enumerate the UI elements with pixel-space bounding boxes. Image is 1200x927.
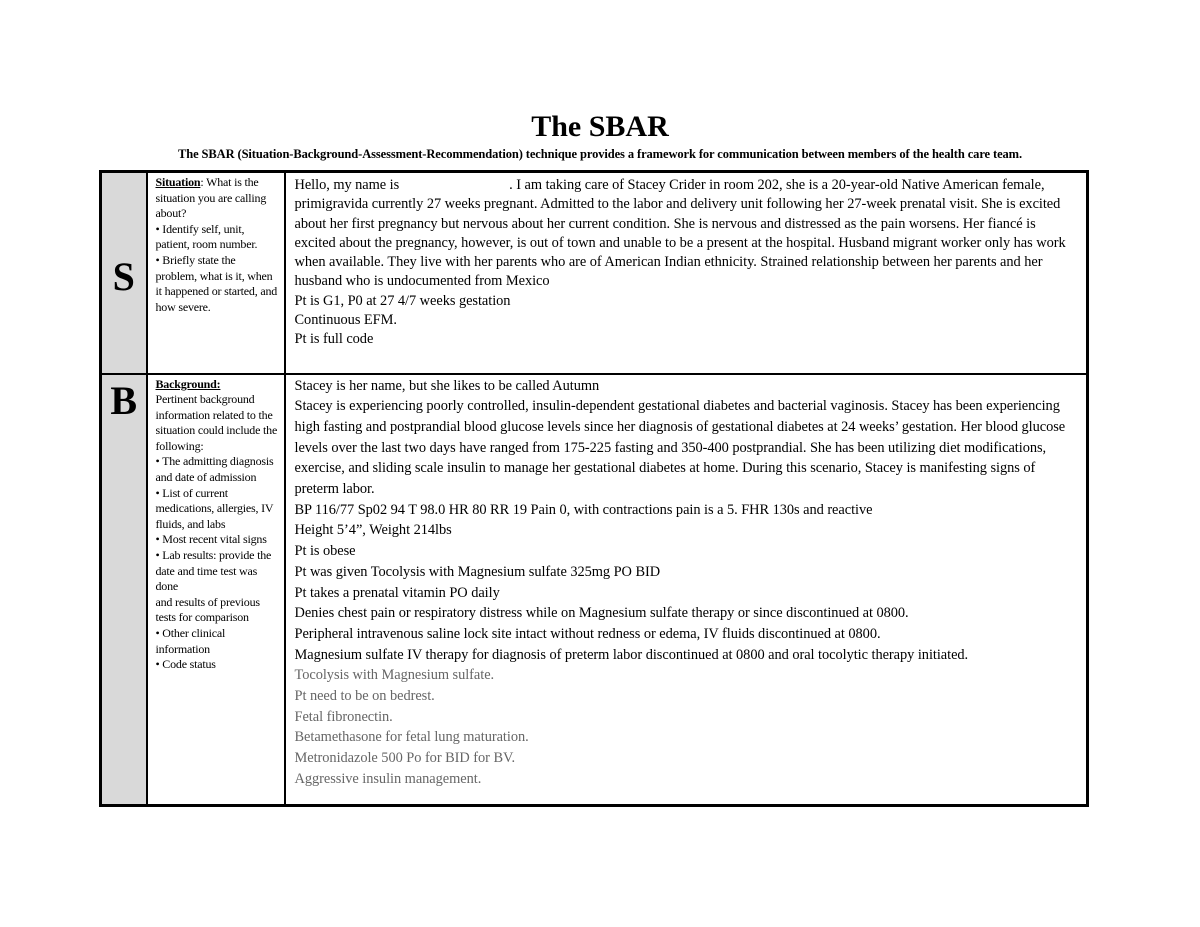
content-line: Pt is full code xyxy=(294,331,374,348)
background-guide-head: Background: xyxy=(155,376,221,391)
background-letter-cell xyxy=(101,374,147,806)
content-line: Continuous EFM. xyxy=(294,312,397,329)
content-line: Peripheral intravenous saline lock site intact without redness or edema, IV fluids discontinued at 0800. xyxy=(294,625,881,642)
background-content xyxy=(286,375,1087,792)
background-guide xyxy=(148,375,284,675)
gray-content-line: Fetal fibronectin. xyxy=(294,708,393,725)
content-line: Stacey is her name, but she likes to be called Autumn xyxy=(294,377,600,394)
situation-intro-after: . I am taking care of Stacey Crider in room 202, she is a 20-year-old Native American female, primigravida currently 27 weeks pregnant. Admitted to the labor and delivery unit following her 27-week prenatal visit. She is excited about her first pregnancy but nervous about her current condition. She is nervous and distressed as the pain worsens. Her fiancé is excited about the pregnancy, however, is out of town and unable to be a present at the hospital. Husband migrant worker only has work when available. They live with her parents who are of American Indian ethnicity. Strained relationship between her parents and her husband who is undocumented from Mexico xyxy=(294,177,1066,290)
situation-guide-cell xyxy=(147,172,285,374)
gray-content-line: Betamethasone for fetal lung maturation. xyxy=(294,729,529,746)
gray-content-line: Tocolysis with Magnesium sulfate. xyxy=(294,667,495,684)
guide-item: • Most recent vital signs xyxy=(155,532,267,547)
guide-item: • Lab results: provide the date and time test was done xyxy=(155,548,272,594)
guide-item: • Other clinical information xyxy=(155,626,226,656)
content-line: Pt was given Tocolysis with Magnesium sulfate 325mg PO BID xyxy=(294,563,661,580)
situation-intro-before: Hello, my name is xyxy=(294,177,400,193)
content-line: Denies chest pain or respiratory distress while on Magnesium sulfate therapy or since discontinued at 0800. xyxy=(294,605,909,622)
background-letter: B xyxy=(110,377,138,423)
content-line: Magnesium sulfate IV therapy for diagnosis of preterm labor discontinued at 0800 and oral tocolytic therapy initiated. xyxy=(294,646,969,663)
situation-content-cell xyxy=(285,172,1088,374)
page-title: The SBAR xyxy=(531,110,669,143)
situation-letter: S xyxy=(112,254,135,299)
guide-item: Pertinent background information related to the situation could include the following: xyxy=(155,392,278,453)
content-line: Pt is obese xyxy=(294,543,356,560)
situation-letter-cell xyxy=(101,172,147,374)
guide-item: and results of previous tests for comparison xyxy=(155,594,260,625)
page-subtitle: The SBAR (Situation-Background-Assessment-Recommendation) technique provides a framework for communication between members of the health care team. xyxy=(177,147,1023,161)
gray-content-line: Metronidazole 500 Po for BID for BV. xyxy=(294,750,516,767)
guide-item: • Code status xyxy=(155,657,216,672)
content-line: Pt takes a prenatal vitamin PO daily xyxy=(294,584,500,601)
gray-content-line: Aggressive insulin management. xyxy=(294,770,482,787)
situation-guide xyxy=(148,173,284,317)
guide-item: • The admitting diagnosis and date of admission xyxy=(155,454,274,485)
content-line: Pt is G1, P0 at 27 4/7 weeks gestation xyxy=(294,292,511,309)
guide-item: • Briefly state the problem, what is it, when it happened or started, and how severe. xyxy=(155,252,278,314)
guide-item: • Identify self, unit, patient, room number. xyxy=(155,221,258,252)
background-row xyxy=(101,374,1088,806)
gray-content-line: Pt need to be on bedrest. xyxy=(294,688,435,705)
content-line: Height 5’4”, Weight 214lbs xyxy=(294,522,452,539)
background-content-cell xyxy=(285,374,1088,806)
content-line: Stacey is experiencing poorly controlled, insulin-dependent gestational diabetes and bacterial vaginosis. Stacey has been experiencing high fasting and postprandial blood glucose levels since her diagnosis of gestational diabetes at 24 weeks’ gestation. Her blood glucose levels over the last two days have ranged from 175-225 fasting and 350-400 postprandial. She has been utilizing diet modifications, exercise, and sliding scale insulin to manage her gestational diabetes at home. During this scenario, Stacey is manifesting signs of preterm labor. xyxy=(294,398,1066,498)
sbar-table xyxy=(99,170,1089,807)
background-guide-cell xyxy=(147,374,285,806)
situation-row xyxy=(101,172,1088,374)
situation-guide-head: Situation xyxy=(155,175,201,189)
situation-intro xyxy=(295,176,1079,292)
situation-content xyxy=(286,173,1087,352)
guide-item: • List of current medications, allergies, IV fluids, and labs xyxy=(155,485,274,531)
content-line: BP 116/77 Sp02 94 T 98.0 HR 80 RR 19 Pain 0, with contractions pain is a 5. FHR 130s and reactive xyxy=(294,501,873,518)
situation-guide-question: : What is the situation you are calling about? xyxy=(155,175,267,221)
